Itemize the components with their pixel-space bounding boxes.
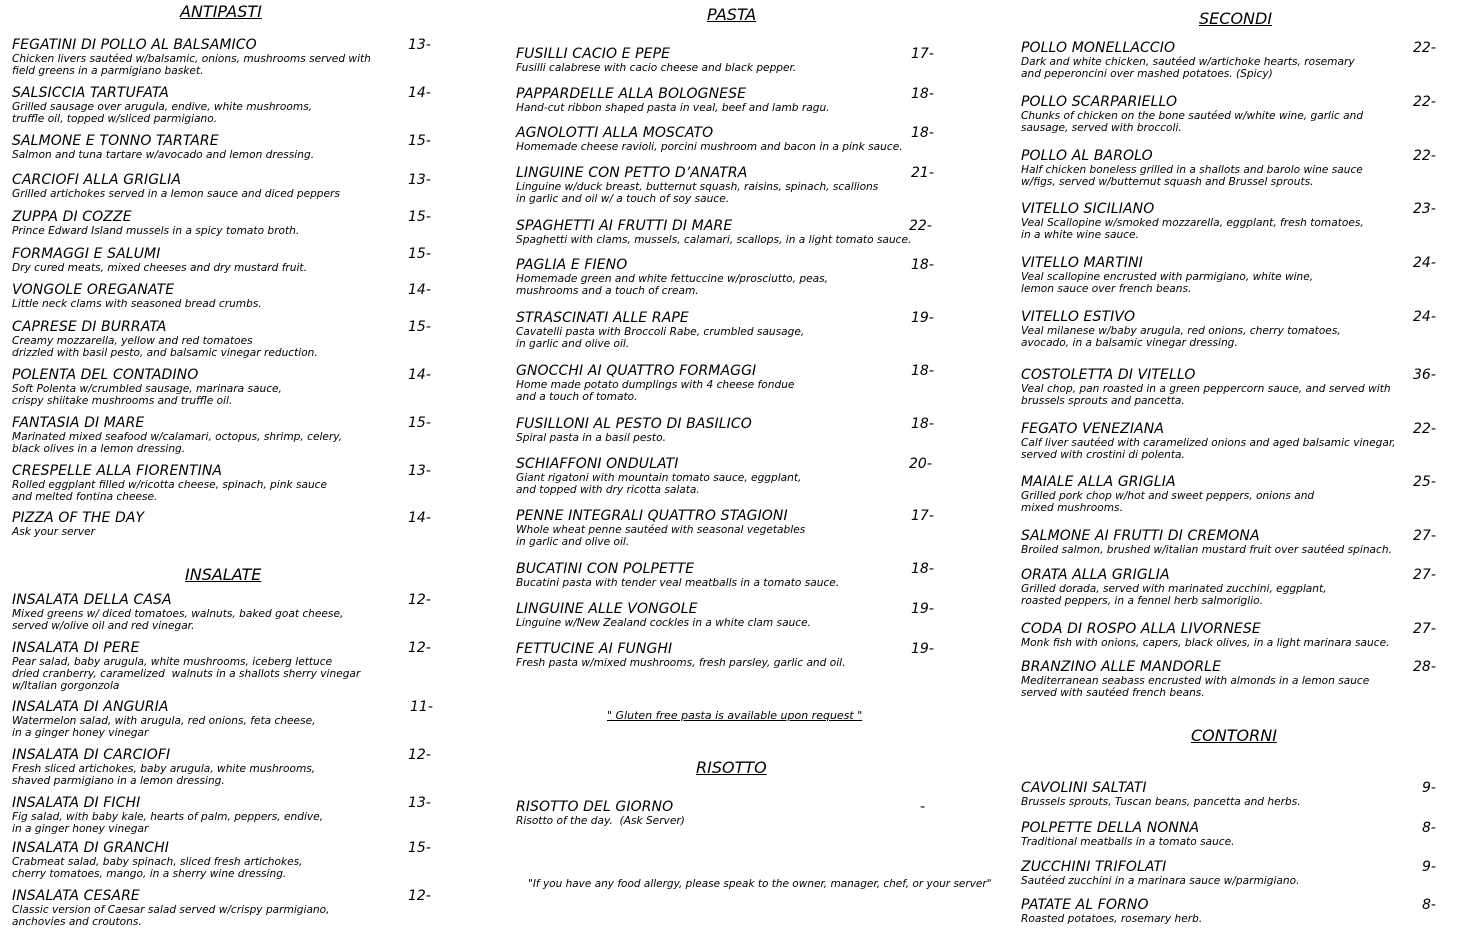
item-description: Mixed greens w/ diced tomatoes, walnuts, baked goat cheese, served w/olive oil and red vinegar. — [12, 608, 344, 632]
menu-item — [516, 508, 934, 548]
item-price: 15- — [408, 840, 431, 856]
item-name: INSALATA CESARE — [12, 888, 140, 904]
item-price: 18- — [911, 561, 934, 577]
item-price: 28- — [1413, 659, 1436, 675]
menu-item — [12, 37, 431, 77]
item-description: Roasted potatoes, rosemary herb. — [1021, 913, 1203, 925]
menu-item — [12, 840, 431, 880]
menu-item — [516, 165, 934, 205]
item-price: 22- — [1413, 94, 1436, 110]
item-name: FETTUCINE AI FUNGHI — [516, 641, 673, 657]
item-price: 17- — [911, 508, 934, 524]
item-description: Mediterranean seabass encrusted with almonds in a lemon sauce served with sautéed french beans. — [1021, 675, 1370, 699]
menu-item — [516, 799, 926, 827]
item-name: AGNOLOTTI ALLA MOSCATO — [516, 125, 714, 141]
item-description: Pear salad, baby arugula, white mushrooms, iceberg lettuce dried cranberry, caramelized walnuts in a shallots sherry vinegar w/Italian gorgonzola — [12, 656, 361, 692]
item-price: 18- — [911, 125, 934, 141]
item-description: Rolled eggplant filled w/ricotta cheese, spinach, pink sauce and melted fontina cheese. — [12, 479, 328, 503]
item-description: Grilled pork chop w/hot and sweet peppers, onions and mixed mushrooms. — [1021, 490, 1315, 514]
item-description: Crabmeat salad, baby spinach, sliced fresh artichokes, cherry tomatoes, mango, in a sherry wine dressing. — [12, 856, 303, 880]
menu-item — [516, 456, 932, 496]
menu-item — [1021, 780, 1436, 808]
item-name: INSALATA DELLA CASA — [12, 592, 172, 608]
item-description: Homemade green and white fettuccine w/prosciutto, peas, mushrooms and a touch of cream. — [516, 273, 828, 297]
item-description: Whole wheat penne sautéed with seasonal vegetables in garlic and olive oil. — [516, 524, 806, 548]
menu-item — [516, 310, 934, 350]
item-name: POLLO SCARPARIELLO — [1021, 94, 1178, 110]
item-name: INSALATA DI GRANCHI — [12, 840, 170, 856]
item-description: Fresh pasta w/mixed mushrooms, fresh parsley, garlic and oil. — [516, 657, 846, 669]
menu-item — [12, 319, 431, 359]
item-price: 11- — [410, 699, 433, 715]
item-name: VITELLO SICILIANO — [1021, 201, 1155, 217]
menu-item — [12, 463, 431, 503]
item-description: Grilled artichokes served in a lemon sauce and diced peppers — [12, 188, 340, 200]
section-title-risotto: RISOTTO — [696, 758, 767, 777]
allergy-note: "If you have any food allergy, please speak to the owner, manager, chef, or your server" — [528, 878, 992, 890]
item-price: 22- — [1413, 148, 1436, 164]
gluten-free-note: " Gluten free pasta is available upon request " — [607, 709, 863, 722]
item-price: 22- — [909, 218, 932, 234]
menu-item — [12, 209, 431, 237]
item-name: PAGLIA E FIENO — [516, 257, 628, 273]
section-title-contorni: CONTORNI — [1191, 726, 1277, 745]
item-description: Giant rigatoni with mountain tomato sauce, eggplant, and topped with dry ricotta salata. — [516, 472, 802, 496]
menu-item — [1021, 528, 1436, 556]
menu-item — [12, 699, 433, 739]
menu-item — [12, 592, 431, 632]
section-title-pasta: PASTA — [707, 5, 757, 24]
item-name: VONGOLE OREGANATE — [12, 282, 175, 298]
item-description: Classic version of Caesar salad served w/crispy parmigiano, anchovies and croutons. — [12, 904, 330, 928]
menu-item — [516, 46, 934, 74]
menu-item — [1021, 474, 1436, 514]
menu-item — [1021, 148, 1436, 188]
item-description: Broiled salmon, brushed w/italian mustard fruit over sautéed spinach. — [1021, 544, 1392, 556]
menu-item — [1021, 40, 1436, 80]
item-name: CODA DI ROSPO ALLA LIVORNESE — [1021, 621, 1261, 637]
item-price: 21- — [911, 165, 934, 181]
item-price: 27- — [1413, 567, 1436, 583]
item-price: 22- — [1413, 421, 1436, 437]
item-name: POLENTA DEL CONTADINO — [12, 367, 199, 383]
item-description: Risotto of the day. (Ask Server) — [516, 815, 685, 827]
menu-item — [12, 415, 431, 455]
item-description: Salmon and tuna tartare w/avocado and lemon dressing. — [12, 149, 315, 161]
item-name: LINGUINE ALLE VONGOLE — [516, 601, 698, 617]
menu-item — [12, 172, 431, 200]
item-price: 25- — [1413, 474, 1436, 490]
item-description: Spiral pasta in a basil pesto. — [516, 432, 666, 444]
item-name: SALMONE AI FRUTTI DI CREMONA — [1021, 528, 1260, 544]
section-title-secondi: SECONDI — [1199, 9, 1273, 28]
item-name: SALSICCIA TARTUFATA — [12, 85, 169, 101]
item-price: 23- — [1413, 201, 1436, 217]
item-description: Dark and white chicken, sautéed w/artichoke hearts, rosemary and peperoncini over mashed potatoes. (Spicy) — [1021, 56, 1355, 80]
item-description: Veal chop, pan roasted in a green peppercorn sauce, and served with brussels sprouts and pancetta. — [1021, 383, 1391, 407]
item-price: 20- — [909, 456, 932, 472]
item-description: Brussels sprouts, Tuscan beans, pancetta and herbs. — [1021, 796, 1301, 808]
menu-item — [516, 416, 934, 444]
item-price: 14- — [408, 510, 431, 526]
menu-item — [12, 747, 431, 787]
item-name: RISOTTO DEL GIORNO — [516, 799, 674, 815]
menu-item — [12, 367, 431, 407]
item-name: CAVOLINI SALTATI — [1021, 780, 1147, 796]
item-price: 8- — [1422, 820, 1436, 836]
item-price: 19- — [911, 601, 934, 617]
menu-item — [516, 218, 932, 246]
menu-item — [1021, 309, 1436, 349]
item-price: 36- — [1413, 367, 1436, 383]
item-description: Chunks of chicken on the bone sautéed w/white wine, garlic and sausage, served with broccoli. — [1021, 110, 1364, 134]
item-description: Home made potato dumplings with 4 cheese fondue and a touch of tomato. — [516, 379, 795, 403]
item-price: 14- — [408, 367, 431, 383]
item-description: Veal milanese w/baby arugula, red onions, cherry tomatoes, avocado, in a balsamic vinegar dressing. — [1021, 325, 1341, 349]
item-description: Linguine w/New Zealand cockles in a white clam sauce. — [516, 617, 811, 629]
item-description: Traditional meatballs in a tomato sauce. — [1021, 836, 1235, 848]
item-price: 9- — [1422, 859, 1436, 875]
menu-item — [1021, 367, 1436, 407]
item-name: PENNE INTEGRALI QUATTRO STAGIONI — [516, 508, 788, 524]
item-description: Prince Edward Island mussels in a spicy tomato broth. — [12, 225, 300, 237]
section-title-insalate: INSALATE — [185, 565, 262, 584]
item-name: MAIALE ALLA GRIGLIA — [1021, 474, 1176, 490]
item-name: CARCIOFI ALLA GRIGLIA — [12, 172, 181, 188]
item-name: VITELLO ESTIVO — [1021, 309, 1136, 325]
item-price: 12- — [408, 747, 431, 763]
item-name: INSALATA DI PERE — [12, 640, 140, 656]
item-name: FORMAGGI E SALUMI — [12, 246, 161, 262]
item-name: SALMONE E TONNO TARTARE — [12, 133, 219, 149]
item-name: BRANZINO ALLE MANDORLE — [1021, 659, 1222, 675]
item-price: 24- — [1413, 255, 1436, 271]
item-price: 15- — [408, 319, 431, 335]
item-price: 13- — [408, 795, 431, 811]
item-description: Linguine w/duck breast, butternut squash, raisins, spinach, scallions in garlic and oil w/ a touch of soy sauce. — [516, 181, 879, 205]
item-name: ORATA ALLA GRIGLIA — [1021, 567, 1170, 583]
item-description: Fresh sliced artichokes, baby arugula, white mushrooms, shaved parmigiano in a lemon dressing. — [12, 763, 316, 787]
menu-item — [516, 363, 934, 403]
item-name: FEGATINI DI POLLO AL BALSAMICO — [12, 37, 257, 53]
item-description: Veal Scallopine w/smoked mozzarella, eggplant, fresh tomatoes, in a white wine sauce. — [1021, 217, 1364, 241]
item-name: STRASCINATI ALLE RAPE — [516, 310, 689, 326]
menu-item — [1021, 421, 1436, 461]
item-description: Dry cured meats, mixed cheeses and dry mustard fruit. — [12, 262, 307, 274]
item-price: 14- — [408, 282, 431, 298]
item-price: 19- — [911, 641, 934, 657]
menu-item — [1021, 201, 1436, 241]
item-name: PATATE AL FORNO — [1021, 897, 1149, 913]
menu-item — [1021, 820, 1436, 848]
item-price: 12- — [408, 592, 431, 608]
item-name: CRESPELLE ALLA FIORENTINA — [12, 463, 223, 479]
item-price: 18- — [911, 363, 934, 379]
menu-item — [1021, 567, 1436, 607]
item-name: POLLO AL BAROLO — [1021, 148, 1153, 164]
item-price: 18- — [911, 86, 934, 102]
menu-item — [516, 257, 934, 297]
item-name: FUSILLI CACIO E PEPE — [516, 46, 671, 62]
item-name: CAPRESE DI BURRATA — [12, 319, 167, 335]
menu-item — [1021, 897, 1436, 925]
item-price: 15- — [408, 209, 431, 225]
menu-item — [1021, 621, 1436, 649]
item-description: Grilled dorada, served with marinated zucchini, eggplant, roasted peppers, in a fennel herb salmoriglio. — [1021, 583, 1327, 607]
item-price: 15- — [408, 246, 431, 262]
menu-item — [1021, 255, 1436, 295]
menu-item — [12, 282, 431, 310]
item-price: 14- — [408, 85, 431, 101]
item-description: Chicken livers sautéed w/balsamic, onions, mushrooms served with field greens in a parmigiano basket. — [12, 53, 371, 77]
item-description: Fig salad, with baby kale, hearts of palm, peppers, endive, in a ginger honey vinegar — [12, 811, 324, 835]
menu-item — [1021, 859, 1436, 887]
item-price: 12- — [408, 888, 431, 904]
item-price: 18- — [911, 257, 934, 273]
item-price: 22- — [1413, 40, 1436, 56]
item-price: 13- — [408, 172, 431, 188]
item-description: Grilled sausage over arugula, endive, white mushrooms, truffle oil, topped w/sliced parmigiano. — [12, 101, 313, 125]
item-description: Fusilli calabrese with cacio cheese and black pepper. — [516, 62, 797, 74]
menu-item — [12, 640, 431, 692]
item-description: Hand-cut ribbon shaped pasta in veal, beef and lamb ragu. — [516, 102, 830, 114]
item-description: Homemade cheese ravioli, porcini mushroom and bacon in a pink sauce. — [516, 141, 903, 153]
item-name: INSALATA DI ANGURIA — [12, 699, 169, 715]
item-description: Marinated mixed seafood w/calamari, octopus, shrimp, celery, black olives in a lemon dressing. — [12, 431, 343, 455]
section-title-antipasti: ANTIPASTI — [180, 2, 262, 21]
menu-item — [12, 133, 431, 161]
menu-item — [516, 641, 934, 669]
item-price: 19- — [911, 310, 934, 326]
menu-item — [12, 246, 431, 274]
item-description: Half chicken boneless grilled in a shallots and barolo wine sauce w/figs, served w/butternut squash and Brussel sprouts. — [1021, 164, 1363, 188]
item-name: BUCATINI CON POLPETTE — [516, 561, 695, 577]
menu-item — [516, 86, 934, 114]
item-price: 13- — [408, 37, 431, 53]
item-name: ZUCCHINI TRIFOLATI — [1021, 859, 1167, 875]
item-price: 27- — [1413, 621, 1436, 637]
menu-item — [516, 601, 934, 629]
item-name: ZUPPA DI COZZE — [12, 209, 132, 225]
menu-item — [516, 125, 934, 153]
item-name: SPAGHETTI AI FRUTTI DI MARE — [516, 218, 733, 234]
item-description: Veal scallopine encrusted with parmigiano, white wine, lemon sauce over french beans. — [1021, 271, 1314, 295]
item-name: PAPPARDELLE ALLA BOLOGNESE — [516, 86, 747, 102]
item-price: 13- — [408, 463, 431, 479]
item-price: 24- — [1413, 309, 1436, 325]
item-name: FUSILLONI AL PESTO DI BASILICO — [516, 416, 752, 432]
item-name: VITELLO MARTINI — [1021, 255, 1143, 271]
item-description: Bucatini pasta with tender veal meatballs in a tomato sauce. — [516, 577, 840, 589]
item-name: FEGATO VENEZIANA — [1021, 421, 1165, 437]
menu-item — [516, 561, 934, 589]
menu-item — [12, 795, 431, 835]
menu-item — [12, 510, 431, 538]
item-name: COSTOLETTA DI VITELLO — [1021, 367, 1196, 383]
item-price: 12- — [408, 640, 431, 656]
item-description: Spaghetti with clams, mussels, calamari, scallops, in a light tomato sauce. — [516, 234, 912, 246]
item-price: 15- — [408, 415, 431, 431]
menu-item — [1021, 659, 1436, 699]
item-description: Soft Polenta w/crumbled sausage, marinara sauce, crispy shiitake mushrooms and truffle oil. — [12, 383, 282, 407]
item-name: INSALATA DI CARCIOFI — [12, 747, 171, 763]
item-name: GNOCCHI AI QUATTRO FORMAGGI — [516, 363, 757, 379]
item-name: LINGUINE CON PETTO D’ANATRA — [516, 165, 748, 181]
item-price: 17- — [911, 46, 934, 62]
item-price: 8- — [1422, 897, 1436, 913]
item-name: POLPETTE DELLA NONNA — [1021, 820, 1200, 836]
item-price: 9- — [1422, 780, 1436, 796]
item-description: Little neck clams with seasoned bread crumbs. — [12, 298, 262, 310]
item-description: Creamy mozzarella, yellow and red tomatoes drizzled with basil pesto, and balsamic vinegar reduction. — [12, 335, 318, 359]
item-description: Monk fish with onions, capers, black olives, in a light marinara sauce. — [1021, 637, 1390, 649]
item-description: Watermelon salad, with arugula, red onions, feta cheese, in a ginger honey vinegar — [12, 715, 316, 739]
item-description: Sautéed zucchini in a marinara sauce w/parmigiano. — [1021, 875, 1300, 887]
item-price: 18- — [911, 416, 934, 432]
item-price: 15- — [408, 133, 431, 149]
menu-item — [1021, 94, 1436, 134]
item-name: SCHIAFFONI ONDULATI — [516, 456, 679, 472]
menu-item — [12, 888, 431, 928]
item-description: Ask your server — [12, 526, 95, 538]
item-price: - — [920, 799, 926, 815]
item-name: INSALATA DI FICHI — [12, 795, 141, 811]
item-description: Cavatelli pasta with Broccoli Rabe, crumbled sausage, in garlic and olive oil. — [516, 326, 805, 350]
menu-item — [12, 85, 431, 125]
item-price: 27- — [1413, 528, 1436, 544]
item-name: FANTASIA DI MARE — [12, 415, 145, 431]
item-name: POLLO MONELLACCIO — [1021, 40, 1176, 56]
item-description: Calf liver sautéed with caramelized onions and aged balsamic vinegar, served with crostini di polenta. — [1021, 437, 1396, 461]
item-name: PIZZA OF THE DAY — [12, 510, 145, 526]
